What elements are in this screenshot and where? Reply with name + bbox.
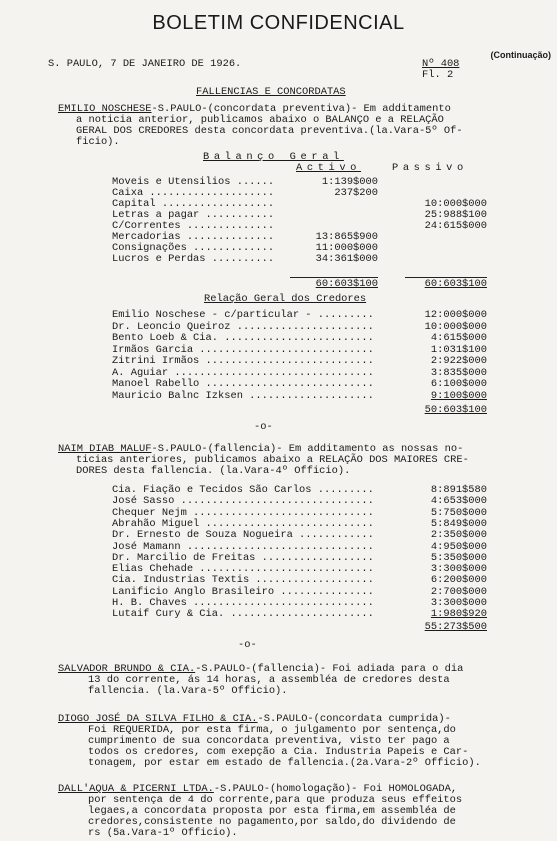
balanco-label: Caixa .................... [112,187,275,199]
entry-dallaqua-line5: rs (5a.Vara-1º Officio). [88,827,238,839]
bulletin-number: Nº 408 [422,58,460,70]
creditor-name: Emilio Noschese - c/particular - ......... [112,309,374,321]
creditor-amount: 3:300$000 [430,563,487,576]
creditor-amount: 4:615$000 [430,332,487,344]
creditor-name: Abrahão Miguel ........................... [112,517,374,530]
passivo-total: 60:603$100 [424,278,487,290]
entry-naim-line1: NAIM DIAB MALUF-S.PAULO-(fallencia)- Em additamento as nossas no- [58,443,464,455]
activo-header: Activo [296,162,362,174]
creditor-amount: 2:700$000 [430,585,487,598]
entry-diogo-line2: Foi REQUERIDA, por esta firma, o julgamento por sentença,do [88,724,456,736]
entry-name: NAIM DIAB MALUF [58,443,152,455]
creditor-name: Chequer Nejm ............................. [112,506,374,519]
entry-diogo-line3: cumprimento de sua concordata preventiva, visto ter pago a [88,735,450,747]
entry-dallaqua-line3: legaes,a concordata proposta por esta firma,em assembléa de [88,805,456,817]
entry-salvador-line3: fallencia. (la.Vara-5º Officio). [88,685,288,697]
creditor-amount: 6:100$000 [430,378,487,390]
creditor-amount: 5:350$000 [430,551,487,564]
bulletin-title: BOLETIM CONFIDENCIAL [152,12,405,34]
balanco-label: Consignações ............. [112,242,275,254]
balanco-label: Mercadorias .............. [112,231,275,243]
entry-naim-line3: DORES desta fallencia. (la.Vara-4º Officio). [76,465,351,477]
creditor-name: Lutaif Cury & Cia. ....................... [112,608,374,621]
creditor-name: José Sasso ............................... [112,495,374,508]
balanco-activo-value: 11:000$000 [315,242,378,254]
creditor-name: Dr. Leoncio Queiroz ...................... [112,320,374,333]
entry-name: SALVADOR BRUNDO & CIA. [58,663,196,675]
section-heading: FALLENCIAS E CONCORDATAS [196,86,346,98]
creditor-name: Zitrini Irmãos ........................... [112,355,374,367]
continuation-label: (Continuação) [490,50,551,60]
dateline: S. PAULO, 7 DE JANEIRO DE 1926. [48,58,242,70]
creditor-name: Lanificio Anglo Brasileiro ............... [112,585,374,598]
creditor-amount: 9:100$000 [430,389,487,402]
balanco-activo-value: 1:139$000 [321,176,378,188]
creditor-amount: 1:980$920 [430,608,487,621]
entry-naim-line2: ticias anteriores, publicamos abaixo a RELAÇÃO DOS MAIORES CRE- [76,454,469,466]
creditor-amount: 12:000$000 [424,309,487,321]
creditor-name: Bento Loeb & Cia. ........................ [112,332,374,344]
creditor-name: Cia. Fiação e Tecidos São Carlos ......... [112,484,374,496]
entry-diogo-line1: DIOGO JOSÉ DA SILVA FILHO & CIA.-S.PAULO-(concordata cumprida)- [58,713,451,725]
creditor-name: Dr. Marcilio de Freitas .................. [112,551,374,564]
passivo-header: Passivo [392,162,468,174]
activo-total: 60:603$100 [315,278,378,290]
entry-dallaqua-line1: DALL'AQUA & PICERNI LTDA.-S.PAULO-(homologação)- Foi HOMOLOGADA, [58,783,458,795]
entry-dallaqua-line4: credores,consistente no pagamento,por saldo,do dividendo de [88,816,456,828]
entry-noschese-line2: a noticia anterior, publicamos abaixo o BALANÇO e a RELAÇÃO [76,114,444,126]
balanco-label: Moveis e Utensilios ...... [112,176,275,188]
balanco-label: Lucros e Perdas .......... [112,253,275,265]
creditor-amount: 2:922$000 [430,355,487,367]
creditor-amount: 4:950$000 [430,540,487,553]
entry-noschese-line4: ficio). [76,136,120,148]
sheet-number: Fl. 2 [422,69,454,81]
entry-diogo-line5: tonagem, por estar em estado de fallencia.(2a.Vara-2º Officio). [88,757,481,769]
entry-noschese-line3: GERAL DOS CREDORES desta concordata preventiva.(la.Vara-5º Of- [76,125,463,137]
creditor-amount: 2:350$000 [430,529,487,542]
entry-dallaqua-line2: por sentença de 4 do corrente,para que produza seus effeitos [88,794,463,806]
creditor-name: Mauricio Balnc Izksen .................... [112,389,374,402]
entry-name: DIOGO JOSÉ DA SILVA FILHO & CIA. [58,713,258,725]
separator: -o- [254,421,273,433]
creditor-name: Elias Chehade ............................ [112,563,374,576]
creditor-amount: 4:653$000 [430,495,487,508]
balanco-activo-value: 34:361$000 [315,253,378,265]
balanco-passivo-value: 25:988$100 [424,209,487,221]
balanco-label: C/Correntes .............. [112,220,275,232]
creditor-name: A. Aguiar ................................ [112,366,374,379]
separator: -o- [238,639,257,651]
creditor-amount: 5:750$000 [430,506,487,519]
entry-salvador-line2: 13 do corrente, ás 14 horas, a assembléa de credores desta [88,674,450,686]
balanco-passivo-value: 24:615$000 [424,220,487,232]
relacao-title: Relação Geral dos Credores [204,293,367,305]
creditor-amount: 3:300$000 [430,597,487,609]
creditor-amount: 8:891$580 [430,484,487,496]
creditor-amount: 6:200$000 [430,574,487,587]
creditor-amount: 1:031$100 [430,343,487,356]
entry-salvador-line1: SALVADOR BRUNDO & CIA.-S.PAULO-(fallencia)- Foi adiada para o dia [58,663,464,675]
entry-name: DALL'AQUA & PICERNI LTDA. [58,783,214,795]
creditor-amount: 3:835$000 [430,366,487,379]
balanco-label: Capital .................. [112,198,275,210]
naim-creditors-total: 55:273$500 [424,621,487,633]
balanco-passivo-value: 10:000$000 [424,198,487,210]
creditor-name: José Mamann .............................. [112,540,374,553]
creditor-name: Cia. Industrias Textis ................... [112,574,374,587]
entry-noschese-line1: EMILIO NOSCHESE-S.PAULO-(concordata preventiva)- Em additamento [58,103,451,115]
noschese-creditors-total: 50:603$100 [424,404,487,416]
balanco-activo-value: 237$200 [334,187,378,199]
entry-diogo-line4: todos os credores, com exepção a Cia. Industria Papeis e Car- [88,746,469,758]
creditor-name: Dr. Ernesto de Souza Nogueira ............ [112,529,374,542]
creditor-amount: 10:000$000 [424,320,487,333]
balanco-title: Balanço Geral [203,151,344,163]
creditor-name: Irmãos Garcia ............................ [112,343,374,356]
creditor-amount: 5:849$000 [430,517,487,530]
creditor-name: Manoel Rabello ........................... [112,378,374,390]
creditor-name: H. B. Chaves ............................. [112,597,374,609]
balanco-label: Letras a pagar ........... [112,209,275,221]
entry-name: EMILIO NOSCHESE [58,103,152,115]
balanco-activo-value: 13:865$900 [315,231,378,243]
